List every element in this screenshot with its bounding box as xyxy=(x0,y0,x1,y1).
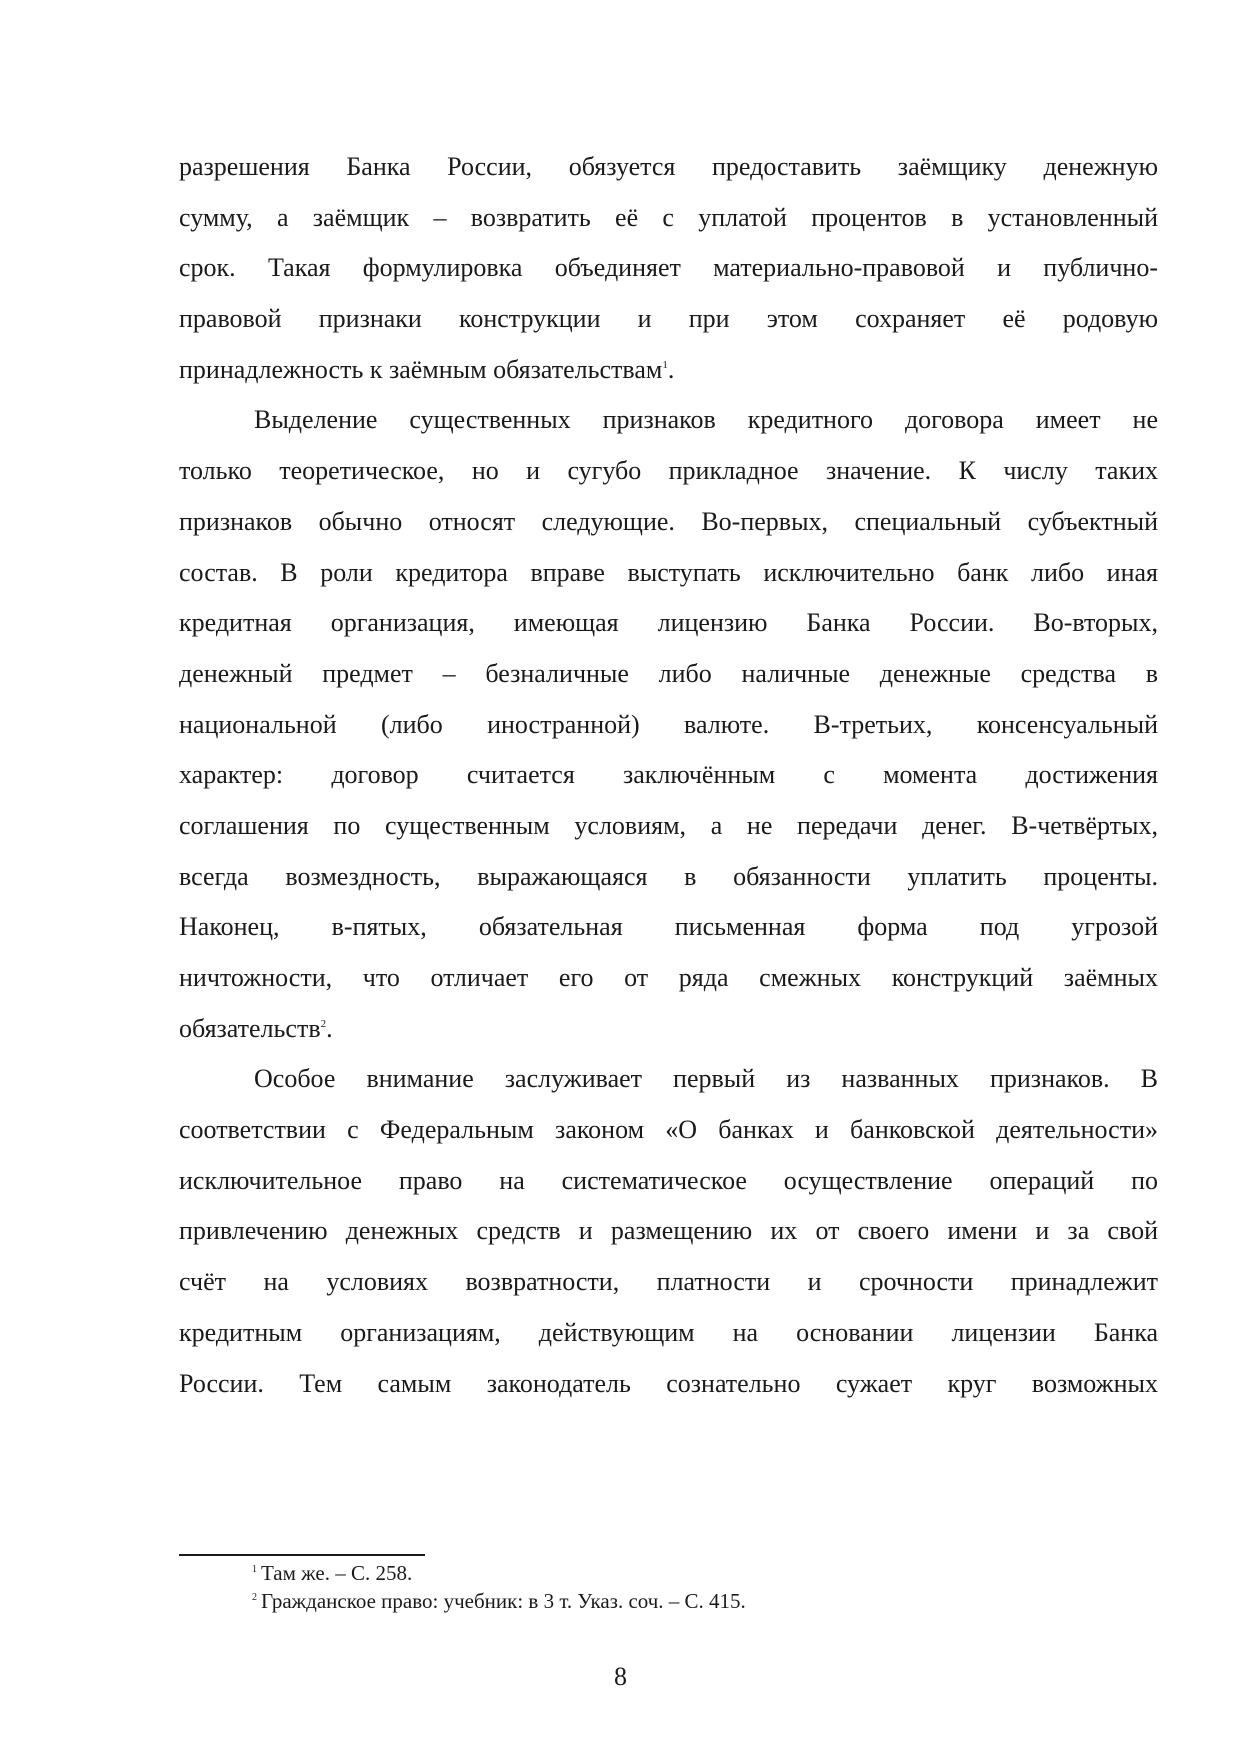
text-line: исключительное право на систематическое осуществление операций по xyxy=(179,1165,1158,1195)
text-line: всегда возмездность, выражающаяся в обязанности уплатить проценты. xyxy=(179,861,1158,891)
text-line-content: принадлежность к заёмным обязательствам xyxy=(179,354,663,384)
text-line-last xyxy=(179,345,1158,396)
footnote-mark: 1 xyxy=(252,1564,257,1575)
footnotes xyxy=(252,1559,1152,1615)
footnote-text: Гражданское право: учебник: в 3 т. Указ. соч. – С. 415. xyxy=(261,1589,746,1613)
footnote-reference[interactable]: 2 xyxy=(320,1017,327,1030)
text-line: соответствии с Федеральным законом «О банках и банковской деятельности» xyxy=(179,1115,1158,1145)
text-line: срок. Такая формулировка объединяет материально-правовой и публично- xyxy=(179,253,1158,283)
text-line: ничтожности, что отличает его от ряда смежных конструкций заёмных xyxy=(179,963,1158,992)
text-line: национальной (либо иностранной) валюте. В-третьих, консенсуальный xyxy=(179,709,1158,739)
text-line: кредитная организация, имеющая лицензию Банка России. Во-вторых, xyxy=(179,608,1158,638)
line-end-punctuation: . xyxy=(326,1013,333,1043)
footnote-separator xyxy=(179,1554,425,1556)
text-line: России. Тем самым законодатель сознательно сужает круг возможных xyxy=(179,1368,1158,1398)
text-line: правовой признаки конструкции и при этом сохраняет её родовую xyxy=(179,304,1158,334)
text-line: Наконец, в-пятых, обязательная письменная форма под угрозой xyxy=(179,912,1158,942)
text-line: разрешения Банка России, обязуется предоставить заёмщику денежную xyxy=(179,152,1158,181)
text-line: характер: договор считается заключённым с момента достижения xyxy=(179,760,1158,790)
text-line: счёт на условиях возвратности, платности и срочности принадлежит xyxy=(179,1267,1158,1297)
footnote-text: Там же. – С. 258. xyxy=(261,1561,413,1585)
footnote-item xyxy=(252,1587,1152,1615)
text-line: сумму, а заёмщик – возвратить её с уплатой процентов в установленный xyxy=(179,202,1158,232)
footnote-reference[interactable]: 1 xyxy=(662,358,668,371)
footnote-item xyxy=(252,1559,1152,1587)
page-number: 8 xyxy=(614,1662,627,1691)
footnote-mark: 2 xyxy=(252,1592,257,1603)
text-line: признаков обычно относят следующие. Во-первых, специальный субъектный xyxy=(179,506,1158,536)
main-text xyxy=(179,142,1158,1409)
text-line: только теоретическое, но и сугубо прикладное значение. К числу таких xyxy=(179,456,1158,486)
text-line: привлечению денежных средств и размещению их от своего имени и за свой xyxy=(179,1216,1158,1246)
text-line: состав. В роли кредитора вправе выступать исключительно банк либо иная xyxy=(179,557,1158,587)
text-line-first: Выделение существенных признаков кредитного договора имеет не xyxy=(254,405,1158,435)
text-line: соглашения по существенным условиям, а не передачи денег. В-четвёртых, xyxy=(179,810,1158,840)
text-line-first: Особое внимание заслуживает первый из названных признаков. В xyxy=(254,1064,1158,1094)
text-line-last xyxy=(179,1004,1158,1055)
text-line: кредитным организациям, действующим на основании лицензии Банка xyxy=(179,1317,1158,1347)
line-end-punctuation: . xyxy=(667,354,675,384)
text-line-content: обязательств xyxy=(179,1013,321,1043)
text-line: денежный предмет – безналичные либо наличные денежные средства в xyxy=(179,658,1158,688)
